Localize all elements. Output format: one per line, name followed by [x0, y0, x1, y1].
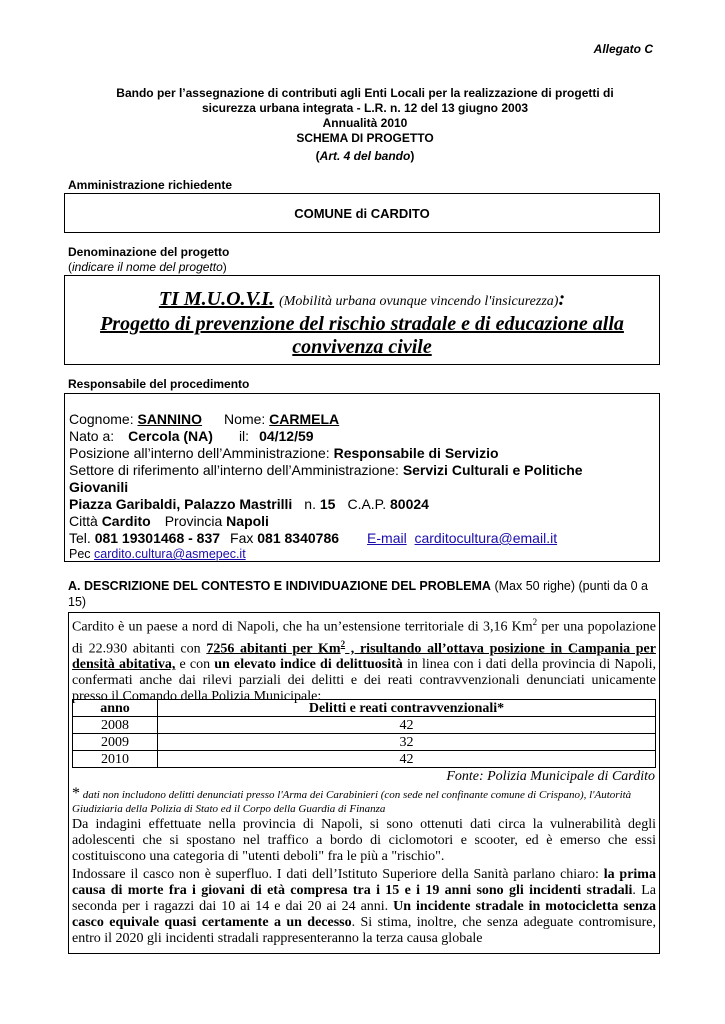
table-header-cell: Delitti e reati contravvenzionali*	[158, 700, 656, 717]
paragraph-indagini: Da indagini effettuate nella provincia di Napoli, si sono ottenuti dati circa la vulnerabilità degli adolescenti che si spostano nel traffico a bordo di ciclomotori e scooter, ed è emerso che essi costituiscono una categoria di "utenti deboli" fra le più a "rischio".	[72, 817, 656, 864]
table-header-cell: anno	[73, 700, 158, 717]
table-cell: 2010	[73, 751, 158, 768]
paragraph-casco: Indossare il casco non è superfluo. I dati dell’Istituto Superiore della Sanità parlano chiaro: la prima causa di morte fra i giovani di età compresa tra i 15 e i 19 anni sono gli incidenti stradali. La seconda per i ragazzi dai 10 ai 14 e dai 20 ai 24 anni. Un incidente stradale in motocicletta senza casco equivale quasi certamente a un decesso. Si stima, inoltre, che senza adeguate contromisure, entro il 2020 gli incidenti stradali rappresenteranno la terza causa globale	[72, 867, 657, 946]
table-cell: 32	[158, 734, 656, 751]
table-cell: 2009	[73, 734, 158, 751]
document-header	[60, 86, 670, 164]
denominazione-sublabel: (indicare il nome del progetto)	[68, 260, 227, 274]
header-line-2: sicurezza urbana integrata - L.R. n. 12 del 13 giugno 2003	[201, 101, 529, 115]
row-settore-cont: Giovanili	[69, 479, 129, 495]
row-indirizzo: Piazza Garibaldi, Palazzo Mastrilli n. 15 C.A.P. 80024	[69, 496, 429, 512]
amministrazione-box	[64, 193, 660, 233]
table-header-row	[73, 700, 656, 717]
row-contatti: Tel. 081 19301468 - 837 Fax 081 8340786 E-mail carditocultura@email.it	[69, 530, 558, 546]
row-settore: Settore di riferimento all’interno dell’Amministrazione: Servizi Culturali e Politiche	[69, 462, 583, 478]
table-cell: 42	[158, 751, 656, 768]
header-article: (Art. 4 del bando)	[315, 149, 415, 163]
amministrazione-label: Amministrazione richiedente	[68, 178, 233, 192]
email-link[interactable]: carditocultura@email.it	[414, 530, 558, 546]
table-row	[73, 751, 656, 768]
table-cell: 42	[158, 717, 656, 734]
table-row	[73, 734, 656, 751]
email-label-link[interactable]: E-mail	[367, 530, 407, 546]
section-a-heading: A. DESCRIZIONE DEL CONTESTO E INDIVIDUAZIONE DEL PROBLEMA (Max 50 righe) (punti da 0 a 15)	[68, 579, 648, 609]
table-source: Fonte: Polizia Municipale di Cardito	[446, 769, 655, 784]
table-row	[73, 717, 656, 734]
pec-link[interactable]: cardito.cultura@asmepec.it	[94, 547, 246, 561]
responsabile-box	[64, 393, 660, 562]
project-title: TI M.U.O.V.I. (Mobilità urbana ovunque vincendo l'insicurezza):	[158, 288, 566, 310]
header-line-1: Bando per l’assegnazione di contributi agli Enti Locali per la realizzazione di progetti di	[116, 86, 614, 100]
amministrazione-value: COMUNE di CARDITO	[294, 206, 430, 221]
header-line-4: SCHEMA DI PROGETTO	[296, 131, 434, 145]
delitti-table	[72, 699, 656, 768]
denominazione-box	[64, 275, 660, 365]
table-cell: 2008	[73, 717, 158, 734]
denominazione-label: Denominazione del progetto	[68, 245, 230, 259]
row-citta: Città Cardito Provincia Napoli	[69, 513, 269, 529]
row-cognome-nome: Cognome: SANNINO Nome: CARMELA	[69, 411, 340, 427]
project-subtitle: Progetto di prevenzione del rischio stradale e di educazione alla convivenza civile	[100, 313, 624, 358]
row-nascita: Nato a: Cercola (NA) il: 04/12/59	[69, 428, 314, 444]
row-pec: Pec cardito.cultura@asmepec.it	[69, 547, 246, 561]
header-line-3: Annualità 2010	[322, 116, 408, 130]
row-posizione: Posizione all’interno dell’Amministrazione: Responsabile di Servizio	[69, 445, 499, 461]
table-footnote: * dati non includono delitti denunciati presso l'Arma dei Carabinieri (con sede nel confinante comune di Crispano), l'Autorità Giudiziaria della Polizia di Stato ed il Corpo della Guardia di Finanza	[72, 785, 632, 815]
responsabile-label: Responsabile del procedimento	[68, 377, 250, 391]
section-a-box	[68, 612, 660, 954]
allegato-label: Allegato C	[593, 42, 653, 56]
paragraph-contesto: Cardito è un paese a nord di Napoli, che ha un’estensione territoriale di 3,16 Km$^2$ per una popolazione di 22.930 abitanti con 7256 abitanti per Km$^2$ , risultando all’ottava posizione in Campania per densità abitativa, e con un elevato indice di delittuosità in linea con i dati della provincia di Napoli, confermati anche dai rilevi parziali dei delitti e dei reati contravvenzionali denunciati unicamente presso il Comando della Polizia Municipale:	[72, 617, 656, 705]
